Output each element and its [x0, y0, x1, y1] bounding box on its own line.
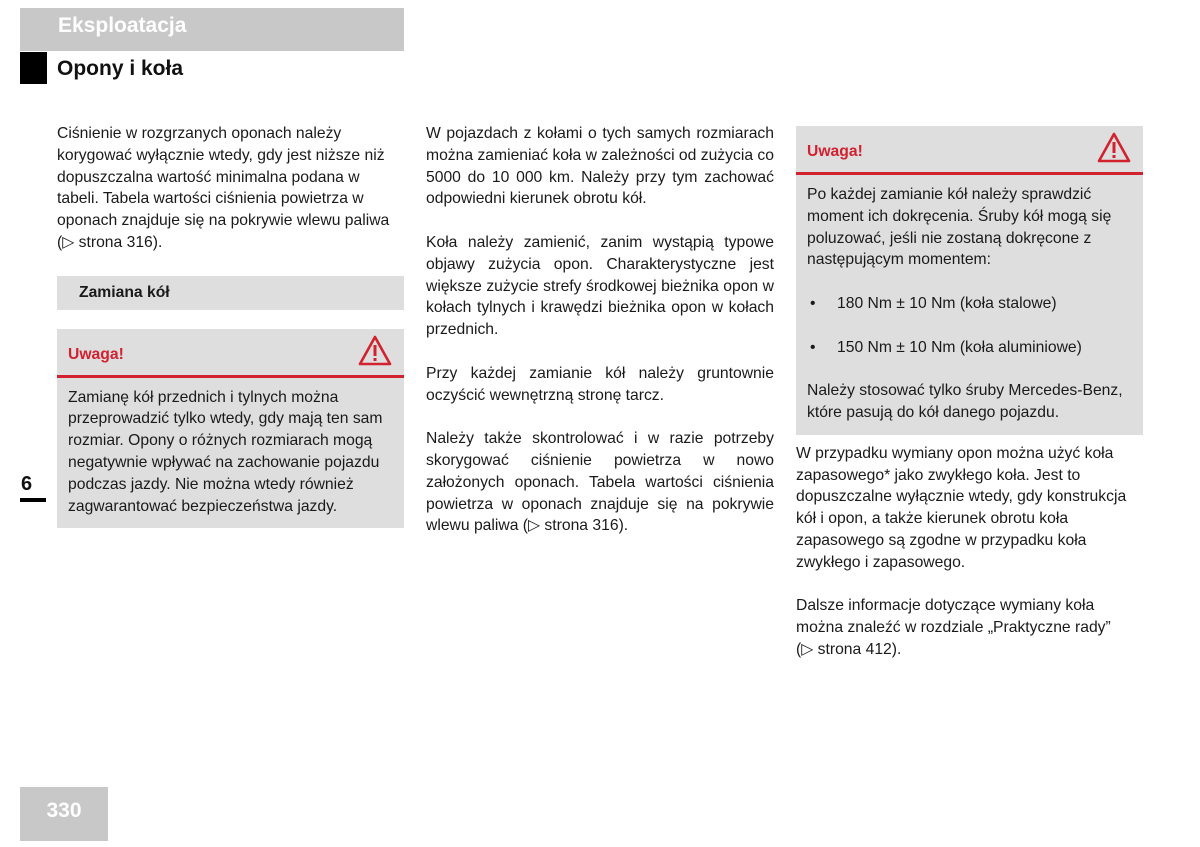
paragraph-check-pressure: Należy także skontrolować i w razie potrzeby skorygować ciśnienie powietrza w nowo założonych oponach. Tabela wartości ciśnienia powietrza w oponach znajduje się na pokrywie wlewu paliwa (▷ strona 316).: [426, 430, 774, 535]
warning-body: [57, 378, 404, 529]
column-left: [57, 123, 404, 528]
section-header: [20, 8, 404, 51]
warning-label: Uwaga!: [68, 345, 124, 363]
more-info-page-reference: (▷ strona 412).: [796, 640, 902, 658]
warning-text: Zamianę kół przednich i tylnych można przeprowadzić tylko wtedy, gdy mają ten sam rozmiar. Opony o różnych rozmiarach mogą negatywnie wpływać na zachowanie pojazdu podczas jazdy. Nie można wtedy również zagwarantować bezpieczeństwa jazdy.: [68, 388, 383, 515]
warning-body: [796, 175, 1143, 435]
list-item: • 180 Nm ± 10 Nm (koła stalowe): [807, 293, 1132, 315]
warning-outro: Należy stosować tylko śruby Mercedes-Benz, które pasują do kół danego pojazdu.: [807, 382, 1123, 421]
warning-box-torque: [796, 126, 1143, 435]
warning-header: [57, 329, 404, 378]
paragraph-more-info: [796, 595, 1143, 660]
section-title: Eksploatacja: [58, 14, 187, 37]
list-item: • 150 Nm ± 10 Nm (koła aluminiowe): [807, 337, 1132, 359]
warning-intro: Po każdej zamianie kół należy sprawdzić moment ich dokręcenia. Śruby kół mogą się poluzować, jeśli nie zostaną dokręcone z następującym momentem:: [807, 186, 1112, 269]
column-middle: [426, 123, 774, 559]
warning-triangle-icon: [358, 335, 392, 367]
warning-header: [796, 126, 1143, 175]
intro-page-reference: (▷ strona 316).: [57, 233, 163, 251]
chapter-tab-number: 6: [21, 473, 33, 495]
warning-label: Uwaga!: [807, 143, 863, 160]
column-right: [796, 126, 1143, 683]
intro-text: Ciśnienie w rozgrzanych oponach należy korygować wyłącznie wtedy, gdy jest niższe niż dopuszczalna wartość minimalna podana w tabeli. Tabela wartości ciśnienia powietrza w oponach znajduje się na pokrywie wlewu paliwa: [57, 125, 390, 230]
more-info-text: Dalsze informacje dotyczące wymiany koła można znaleźć w rozdziale „Praktyczne rady”: [796, 597, 1111, 637]
paragraph-clean-discs: Przy każdej zamianie kół należy gruntownie oczyścić wewnętrzną stronę tarcz.: [426, 364, 774, 404]
paragraph-rotation-interval: W pojazdach z kołami o tych samych rozmiarach można zamieniać koła w zależności od zużycia co 5000 do 10 000 km. Należy przy tym zachować odpowiedni kierunek obrotu kół.: [426, 125, 774, 208]
chapter-tab-marker: [20, 498, 46, 502]
subheading-rotation: Zamiana kół: [57, 276, 404, 310]
page-number: 330: [20, 787, 108, 841]
page-title: Opony i koła: [57, 57, 184, 80]
title-marker: [20, 52, 47, 84]
paragraph-wear-signs: Koła należy zamienić, zanim wystąpią typowe objawy zużycia opon. Charakterystyczne jest większe zużycie strefy środkowej bieżnika opon w kołach tylnych i krawędzi bieżnika opon w kołach przednich.: [426, 233, 774, 339]
intro-paragraph: [57, 123, 404, 254]
paragraph-spare-wheel: W przypadku wymiany opon można użyć koła zapasowego* jako zwykłego koła. Jest to dopuszczalne wyłącznie wtedy, gdy konstrukcja kół i opon, a także kierunek obrotu koła zapasowego są zgodne w przypadku koła zwykłego i zapasowego.: [796, 444, 1127, 571]
torque-list: [807, 293, 1132, 358]
warning-triangle-icon: [1097, 132, 1131, 164]
warning-box-rotation: [57, 329, 404, 529]
